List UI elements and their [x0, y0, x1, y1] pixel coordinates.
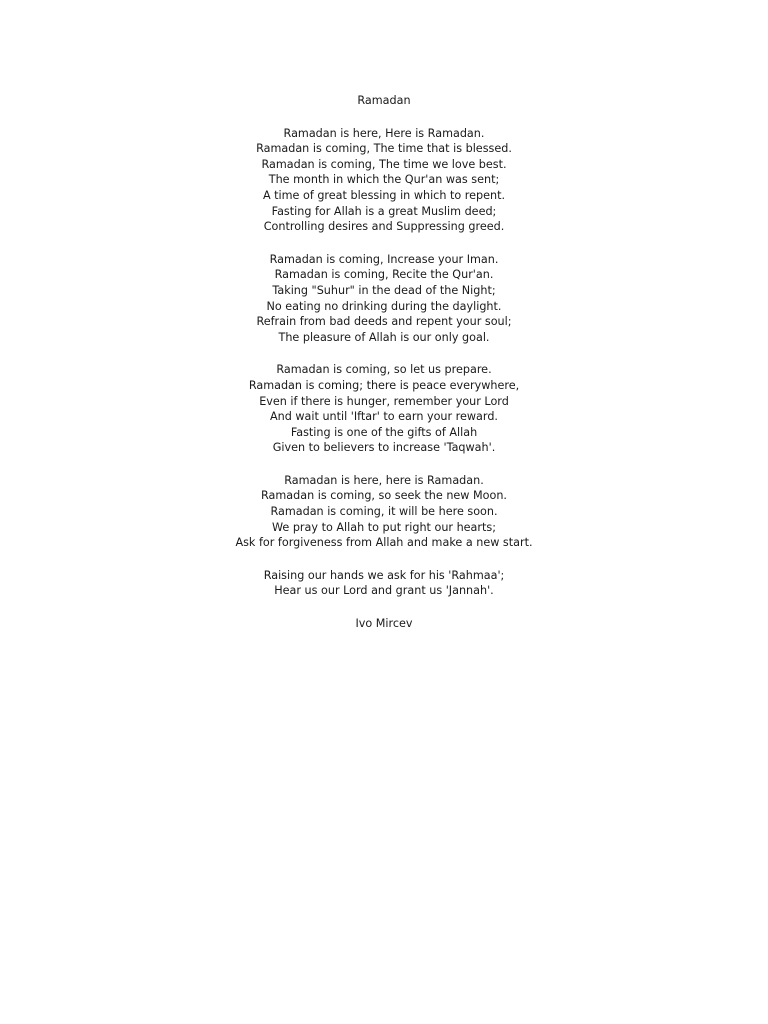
- poem-line: Ramadan is coming; there is peace everywhere,: [248, 378, 520, 392]
- poem-line: Fasting for Allah is a great Muslim deed;: [271, 204, 497, 218]
- poem-line: The pleasure of Allah is our only goal.: [278, 330, 490, 344]
- stanza-1: [0, 126, 768, 235]
- poem-author: Ivo Mircev: [355, 617, 413, 631]
- stanza-2: [0, 252, 768, 346]
- stanza-5: [0, 568, 768, 599]
- poem-line: Ramadan is coming, it will be here soon.: [270, 505, 498, 519]
- poem-line: Given to believers to increase 'Taqwah'.: [272, 441, 496, 455]
- poem-line: The month in which the Qur'an was sent;: [268, 173, 500, 187]
- poem-line: Ramadan is coming, so let us prepare.: [276, 363, 492, 377]
- stanza-4: [0, 473, 768, 551]
- poem-line: Ramadan is coming, The time we love best.: [261, 157, 507, 171]
- poem-title: Ramadan: [357, 94, 411, 107]
- poem-line: Refrain from bad deeds and repent your soul;: [256, 315, 512, 329]
- document-page: [0, 93, 768, 632]
- poem-line: Fasting is one of the gifts of Allah: [290, 425, 478, 439]
- poem-line: Ask for forgiveness from Allah and make a new start.: [235, 536, 533, 550]
- poem-line: Ramadan is here, here is Ramadan.: [284, 473, 484, 487]
- stanza-3: [0, 362, 768, 456]
- poem-line: And wait until 'Iftar' to earn your reward.: [270, 410, 498, 424]
- poem-line: Ramadan is coming, The time that is blessed.: [256, 142, 512, 156]
- poem-line: We pray to Allah to put right our hearts;: [271, 520, 496, 534]
- poem-line: Ramadan is coming, so seek the new Moon.: [261, 489, 507, 503]
- poem-line: Raising our hands we ask for his 'Rahmaa';: [263, 568, 505, 582]
- poem-line: Hear us our Lord and grant us 'Jannah'.: [274, 584, 494, 598]
- poem-line: Even if there is hunger, remember your Lord: [259, 394, 509, 408]
- poem-line: A time of great blessing in which to repent.: [262, 188, 506, 202]
- poem-line: Controlling desires and Suppressing greed.: [263, 220, 505, 234]
- poem-line: Ramadan is here, Here is Ramadan.: [283, 126, 485, 140]
- poem-line: Ramadan is coming, Recite the Qur'an.: [274, 268, 494, 282]
- poem-line: Ramadan is coming, Increase your Iman.: [269, 252, 499, 266]
- poem-line: Taking "Suhur" in the dead of the Night;: [272, 283, 496, 297]
- poem-line: No eating no drinking during the daylight.: [266, 299, 502, 313]
